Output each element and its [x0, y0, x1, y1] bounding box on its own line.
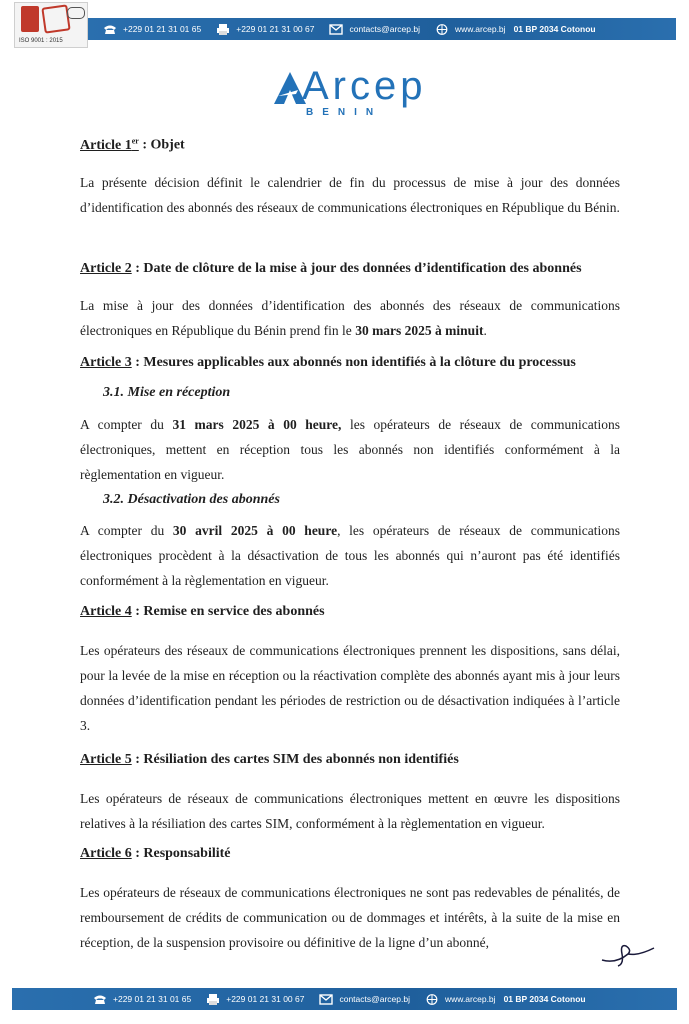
phone-number: +229 01 21 31 01 65: [123, 24, 202, 34]
certified-stamp-icon: [41, 4, 70, 33]
phone-icon: [92, 993, 108, 1005]
subsection-3-2-title: 3.2. Désactivation des abonnés: [103, 492, 280, 507]
article-5-heading: [80, 752, 459, 768]
website: www.arcep.bj: [445, 994, 496, 1004]
email-address: contacts@arcep.bj: [339, 994, 410, 1004]
fax-number: +229 01 21 31 00 67: [236, 24, 315, 34]
email-address: contacts@arcep.bj: [349, 24, 420, 34]
fax-number: +229 01 21 31 00 67: [226, 994, 305, 1004]
article-3-heading: [80, 355, 576, 371]
article-label: Article 5: [80, 752, 132, 767]
article-label: Article 1er: [80, 136, 139, 153]
article-label: Article 3: [80, 355, 132, 370]
website: www.arcep.bj: [455, 24, 506, 34]
email-icon: [328, 23, 344, 35]
subsection-3-1-text: A compter du 31 mars 2025 à 00 heure, les opérateurs de réseaux de communications électroniques, mettent en réception tous les abonnés non identifiés conformément à la règlementation en vigueur.: [80, 417, 620, 482]
article-2-text: La mise à jour des données d’identification des abonnés des réseaux de communications électroniques en République du Bénin prend fin le 30 mars 2025 à minuit.: [80, 298, 620, 338]
article-title: : Date de clôture de la mise à jour des données d’identification des abonnés: [131, 261, 582, 276]
article-label: Article 6: [80, 846, 132, 861]
accreditation-icon: [67, 7, 85, 19]
phone-icon: [102, 23, 118, 35]
article-title: : Résiliation des cartes SIM des abonnés non identifiés: [131, 752, 459, 767]
article-title: : Responsabilité: [131, 846, 231, 861]
article-label: Article 2: [80, 261, 132, 276]
fax-icon: [205, 993, 221, 1005]
contact-bar-top: [88, 18, 676, 40]
logo-wordmark: Arcep: [302, 64, 427, 108]
article-title: : Objet: [138, 137, 185, 153]
fax-icon: [215, 23, 231, 35]
po-box: 01 BP 2034 Cotonou: [503, 994, 586, 1004]
web-icon: [434, 23, 450, 35]
article-5-text: Les opérateurs de réseaux de communications électroniques mettent en œuvre les dispositions relatives à la résiliation des cartes SIM, conformément à la règlementation en vigueur.: [80, 791, 620, 831]
article-2-heading: [80, 261, 582, 277]
article-4-text: Les opérateurs des réseaux de communications électroniques prennent les dispositions, sans délai, pour la levée de la mise en réception ou la réactivation complète des abonnés ayant mis à jour leurs données d’identification pendant les périodes de restriction ou de désactivation indiquées à l’article 3.: [80, 643, 620, 733]
certification-stamp-icon: [21, 6, 39, 32]
logo-subtitle: BENIN: [306, 107, 383, 118]
email-icon: [318, 993, 334, 1005]
signature-initials-icon: [598, 940, 658, 968]
article-6-text: Les opérateurs de réseaux de communications électroniques ne sont pas redevables de pénalités, de remboursement de crédits de communication ou de dommages et intérêts, à la suite de la mise en réception, de la suspension provisoire ou définitive de la ligne d’un abonné,: [80, 885, 620, 950]
subsection-3-1-title: 3.1. Mise en réception: [103, 385, 231, 400]
article-title: : Mesures applicables aux abonnés non identifiés à la clôture du processus: [131, 355, 576, 370]
article-title: : Remise en service des abonnés: [131, 604, 325, 619]
contact-bar-bottom: [12, 988, 677, 1010]
certification-badges: [14, 2, 88, 48]
iso-label: ISO 9001 : 2015: [19, 38, 63, 44]
phone-number: +229 01 21 31 01 65: [113, 994, 192, 1004]
article-4-heading: [80, 604, 325, 620]
po-box: 01 BP 2034 Cotonou: [513, 24, 596, 34]
arcep-logo: [270, 64, 427, 128]
article-label: Article 4: [80, 604, 132, 619]
article-1-text: La présente décision définit le calendrier de fin du processus de mise à jour des données d’identification des abonnés des réseaux de communications électroniques en République du Bénin.: [80, 175, 620, 215]
article-6-heading: [80, 846, 231, 862]
subsection-3-2-text: A compter du 30 avril 2025 à 00 heure, les opérateurs de réseaux de communications électroniques procèdent à la désactivation de tous les abonnés qui n’auront pas été identifiés conformément à la règlementation en vigueur.: [80, 523, 620, 588]
article-1-heading: [80, 136, 185, 154]
web-icon: [424, 993, 440, 1005]
